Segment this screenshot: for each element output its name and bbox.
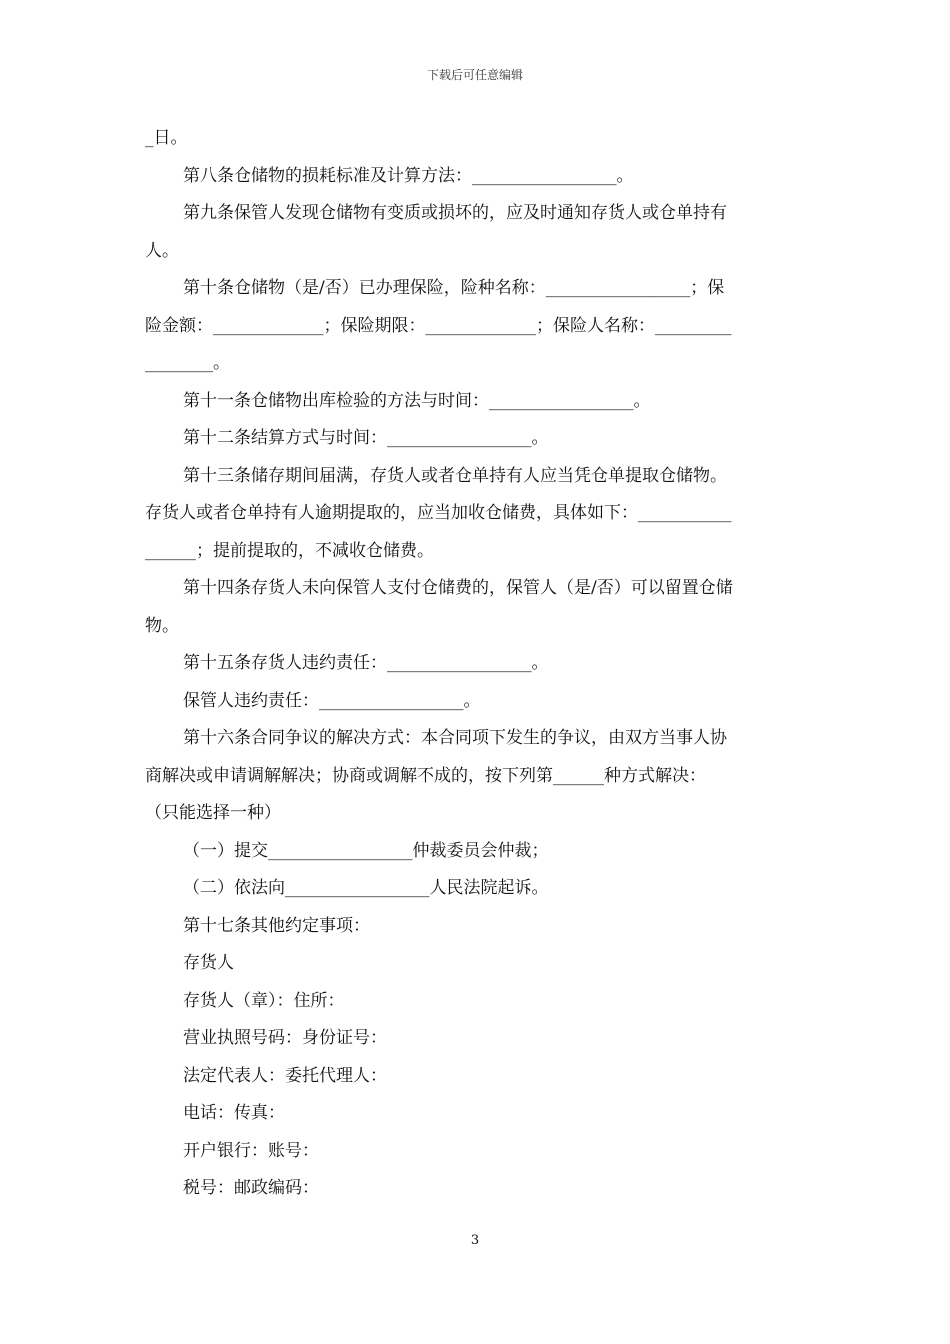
document-line: 营业执照号码：身份证号：: [183, 1028, 387, 1048]
document-line: _日。: [145, 128, 188, 148]
document-line: 商解决或申请调解解决；协商或调解不成的，按下列第______种方式解决：: [145, 765, 706, 786]
document-line: 第十三条储存期间届满，存货人或者仓单持有人应当凭仓单提取仓储物。: [183, 465, 727, 486]
document-line: 第十五条存货人违约责任：_________________。: [183, 653, 549, 673]
document-line: 第十一条仓储物出库检验的方法与时间：_________________。: [183, 390, 651, 411]
document-body: [145, 124, 807, 1212]
document-line: 存货人（章）：住所：: [183, 990, 345, 1011]
page-header: 下载后可任意编辑: [426, 68, 523, 82]
document-line: ______；提前提取的，不减收仓储费。: [145, 540, 434, 561]
document-line: 保管人违约责任：_________________。: [183, 690, 481, 711]
document-line: （一）提交_________________仲裁委员会仲裁；: [183, 840, 549, 861]
document-line: 第八条仓储物的损耗标准及计算方法：_________________。: [183, 165, 634, 186]
document-line: 法定代表人：委托代理人：: [183, 1065, 387, 1086]
document-line: 人。: [145, 240, 179, 261]
document-line: （二）依法向_________________人民法院起诉。: [183, 878, 549, 898]
document-line: 物。: [145, 615, 179, 636]
document-line: 第十条仓储物（是/否）已办理保险，险种名称：_________________；保: [183, 278, 725, 298]
document-line: 税号：邮政编码：: [183, 1178, 319, 1198]
document-line: （只能选择一种）: [145, 803, 281, 823]
document-line: 存货人或者仓单持有人逾期提取的，应当加收仓储费，具体如下：___________: [145, 503, 732, 523]
document-line: 第十二条结算方式与时间：_________________。: [183, 428, 549, 448]
document-line: ________。: [145, 353, 230, 373]
document-line: 开户银行：账号：: [183, 1140, 319, 1161]
document-line: 第十四条存货人未向保管人支付仓储费的，保管人（是/否）可以留置仓储: [183, 578, 733, 598]
document-line: 第十七条其他约定事项：: [183, 915, 370, 936]
document-line: 险金额：_____________；保险期限：_____________；保险人名称：_________: [145, 315, 732, 336]
document-line: 第九条保管人发现仓储物有变质或损坏的，应及时通知存货人或仓单持有: [183, 203, 727, 223]
page-number: 3: [470, 1233, 480, 1248]
document-line: 电话：传真：: [183, 1103, 285, 1123]
document-line: 存货人: [183, 953, 234, 973]
document-line: 第十六条合同争议的解决方式：本合同项下发生的争议，由双方当事人协: [183, 728, 727, 748]
